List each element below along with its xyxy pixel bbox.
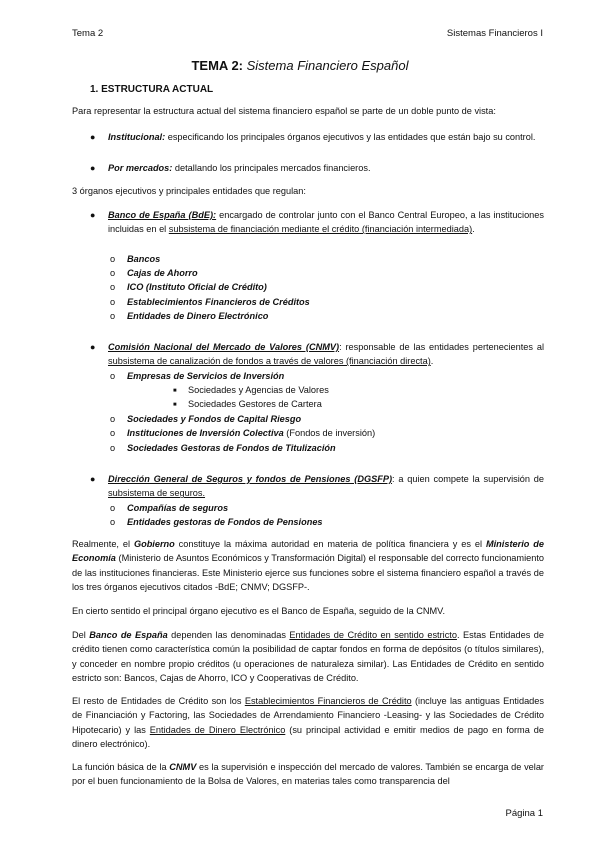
page-title: TEMA 2: Sistema Financiero Español xyxy=(191,58,409,73)
dgsfp-sub-item: o Compañías de seguros xyxy=(110,503,229,513)
page-number: Página 1 xyxy=(505,808,543,819)
paragraph-bde: Del Banco de España dependen las denominadas Entidades de Crédito en sentido estricto. Estas Entidades de crédito tienen como característica común la posibilidad de captar fondos en forma de depósitos (o títulos similares), y conceder en nombre propio créditos (u operaciones de naturaleza similar). Las Entidades de Crédito en sentido estricto son: Bancos, Cajas de Ahorro, ICO y Cooperativas de Crédito. xyxy=(72,630,544,683)
intro-paragraph: Para representar la estructura actual del sistema financiero español se parte de un doble punto de vista: xyxy=(72,106,496,116)
paragraph-efc: El resto de Entidades de Crédito son los Establecimientos Financieros de Crédito (incluye las antiguas Entidades de Financiación y Factoring, las Sociedades de Arrendamiento Financiero -Leasing- y las Sociedades de Crédito Hipotecario) y las Entidades de Dinero Electrónico (su principal actividad e emitir medios de pago en forma de dinero electrónico). xyxy=(72,696,544,749)
bde-sub-item: o Cajas de Ahorro xyxy=(110,268,198,278)
cnmv-item: ● Comisión Nacional del Mercado de Valores (CNMV): responsable de las entidades pertenecientes al subsistema de canalización de fondos a través de valores (financiación directa). xyxy=(90,342,544,367)
cnmv-sub-item: o Instituciones de Inversión Colectiva (Fondos de inversión) xyxy=(110,428,376,438)
dgsfp-sub-item: o Entidades gestoras de Fondos de Pensiones xyxy=(110,517,323,527)
section-heading: 1. ESTRUCTURA ACTUAL xyxy=(90,84,214,95)
header-right: Sistemas Financieros I xyxy=(446,28,543,39)
header-left: Tema 2 xyxy=(72,28,104,39)
bde-sub-item: o Bancos xyxy=(110,254,161,264)
paragraph-principal: En cierto sentido el principal órgano ejecutivo es el Banco de España, seguido de la CNMV. xyxy=(72,606,446,616)
cnmv-sub-item: o Sociedades y Fondos de Capital Riesgo xyxy=(110,414,302,424)
bde-sub-item: o Entidades de Dinero Electrónico xyxy=(110,311,269,321)
dgsfp-item: ● Dirección General de Seguros y fondos de Pensiones (DGSFP): a quien compete la supervisión de subsistema de seguros. xyxy=(90,474,544,499)
bde-sub-item: o ICO (Instituto Oficial de Crédito) xyxy=(110,282,267,292)
view-institutional: ● Institucional: especificando los principales órganos ejecutivos y las entidades que están bajo su control. xyxy=(90,132,536,142)
bde-sub-item: o Establecimientos Financieros de Créditos xyxy=(110,297,310,307)
paragraph-cnmv: La función básica de la CNMV es la supervisión e inspección del mercado de valores. También se encarga de velar por el buen funcionamiento de la Bolsa de Valores, en materias tales como transparencia del xyxy=(72,762,544,787)
cnmv-sub-item: o Empresas de Servicios de Inversión xyxy=(110,371,285,381)
paragraph-gobierno: Realmente, el Gobierno constituye la máxima autoridad en materia de política financiera y es el Ministerio de Economía (Ministerio de Asuntos Económicos y Transformación Digital) el responsable del correcto funcionamiento de las instituciones financieras. Este Ministerio ejerce sus funciones sobre el sistema financiero español a través de los tres órganos ejecutivos citados -BdE; CNMV; DGSFP-. xyxy=(72,539,544,592)
organs-intro: 3 órganos ejecutivos y principales entidades que regulan: xyxy=(72,186,306,196)
view-markets: ● Por mercados: detallando los principales mercados financieros. xyxy=(90,163,371,173)
bde-item: ● Banco de España (BdE): encargado de controlar junto con el Banco Central Europeo, a las instituciones incluidas en el subsistema de financiación mediante el crédito (financiación intermediada). xyxy=(90,210,544,235)
cnmv-sub-item: o Sociedades Gestoras de Fondos de Titulización xyxy=(110,443,336,453)
cnmv-subsub-item: ■ Sociedades Gestores de Cartera xyxy=(173,399,322,409)
cnmv-subsub-item: ■ Sociedades y Agencias de Valores xyxy=(173,385,329,395)
